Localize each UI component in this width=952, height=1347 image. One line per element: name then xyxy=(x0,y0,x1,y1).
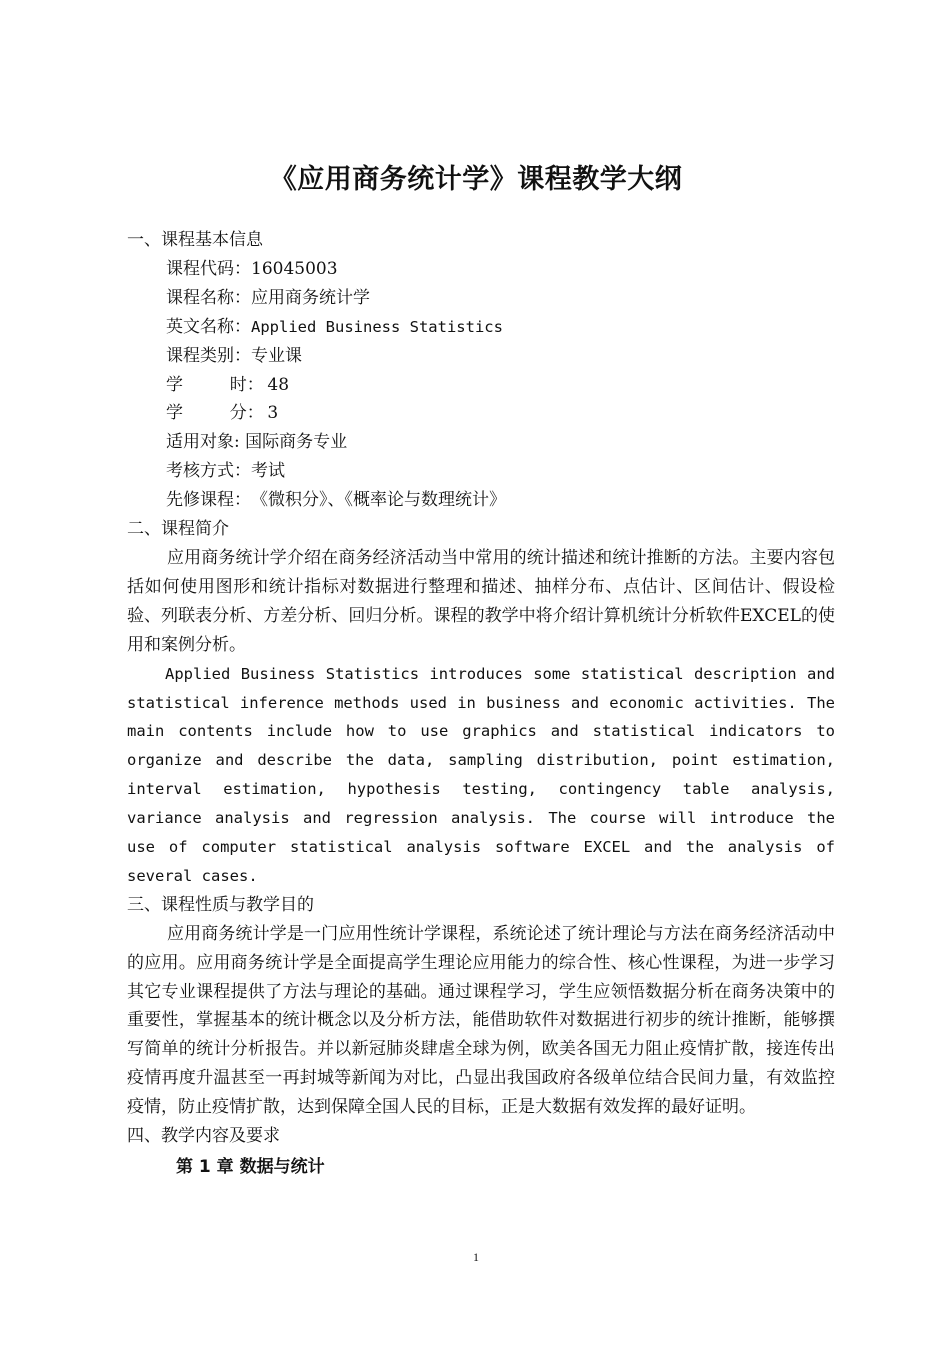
target-students-row xyxy=(166,428,835,457)
english-name-label: 英文名称： xyxy=(166,316,251,337)
course-category-row xyxy=(166,342,835,371)
document-title: 《应用商务统计学》课程教学大纲 xyxy=(269,164,683,195)
class-hours-value: 48 xyxy=(262,374,290,395)
course-name-value: 应用商务统计学 xyxy=(251,287,370,308)
introduction-paragraph-chinese: 应用商务统计学介绍在商务经济活动当中常用的统计描述和统计推断的方法。主要内容包括如何使用图形和统计指标对数据进行整理和描述、抽样分布、点估计、区间估计、假设检验、列联表分析、方差分析、回归分析。课程的教学中将介绍计算机统计分析软件EXCEL的使用和案例分析。 xyxy=(127,547,835,655)
target-students-value: 国际商务专业 xyxy=(245,432,348,453)
chapter-title: 第 1 章 数据与统计 xyxy=(176,1157,325,1177)
document-body xyxy=(127,226,835,1183)
assessment-value: 考试 xyxy=(251,461,285,482)
prerequisites-row xyxy=(166,486,835,515)
section-heading-introduction: 二、课程简介 xyxy=(127,519,229,540)
prerequisites-label: 先修课程： xyxy=(166,490,251,511)
nature-purpose-paragraph: 应用商务统计学是一门应用性统计学课程，系统论述了统计理论与方法在商务经济活动中的应用。应用商务统计学是全面提高学生理论应用能力的综合性、核心性课程，为进一步学习其它专业课程提供了方法与理论的基础。通过课程学习，学生应领悟数据分析在商务决策中的重要性，掌握基本的统计概念以及分析方法，能借助软件对数据进行初步的统计推断，能够撰写简单的统计分析报告。并以新冠肺炎肆虐全球为例，欧美各国无力阻止疫情扩散，接连传出疫情再度升温甚至一再封城等新闻为对比，凸显出我国政府各级单位结合民间力量，有效监控疫情，防止疫情扩散，达到保障全国人民的目标，正是大数据有效发挥的最好证明。 xyxy=(127,923,835,1118)
course-category-label: 课程类别： xyxy=(166,345,251,366)
course-info-list xyxy=(127,255,835,515)
section-heading-basic-info: 一、课程基本信息 xyxy=(127,230,263,250)
english-name-value: Applied Business Statistics xyxy=(251,317,503,336)
course-name-row xyxy=(166,284,835,313)
section-heading-content-requirements: 四、教学内容及要求 xyxy=(127,1126,280,1147)
course-code-value: 16045003 xyxy=(251,258,338,279)
target-students-label: 适用对象: xyxy=(166,432,246,453)
class-hours-row xyxy=(166,371,835,400)
assessment-label: 考核方式： xyxy=(166,461,251,482)
page-number: 1 xyxy=(473,1250,479,1264)
course-code-label: 课程代码： xyxy=(166,258,251,279)
prerequisites-value: 《微积分》、《概率论与数理统计》 xyxy=(251,490,506,511)
credits-label: 学 分： xyxy=(166,403,264,424)
course-name-label: 课程名称： xyxy=(166,287,251,308)
english-name-row xyxy=(166,313,835,342)
assessment-row xyxy=(166,457,835,486)
credits-row xyxy=(166,399,835,428)
course-category-value: 专业课 xyxy=(251,345,302,366)
section-heading-nature-purpose: 三、课程性质与教学目的 xyxy=(127,894,314,915)
introduction-paragraph-english: Applied Business Statistics introduces some statistical description and statistical inference methods used in business and economic activities. The main contents include how to use graphics and statistical indicators to organize and describe the data, sampling distribution, point estimation, interval estimation, hypothesis testing, contingency table analysis, variance analysis and regression analysis. The course will introduce the use of computer statistical analysis software EXCEL and the analysis of several cases. xyxy=(127,664,835,885)
course-code-row xyxy=(166,255,835,284)
credits-value: 3 xyxy=(262,403,279,424)
class-hours-label: 学 时： xyxy=(166,374,264,395)
